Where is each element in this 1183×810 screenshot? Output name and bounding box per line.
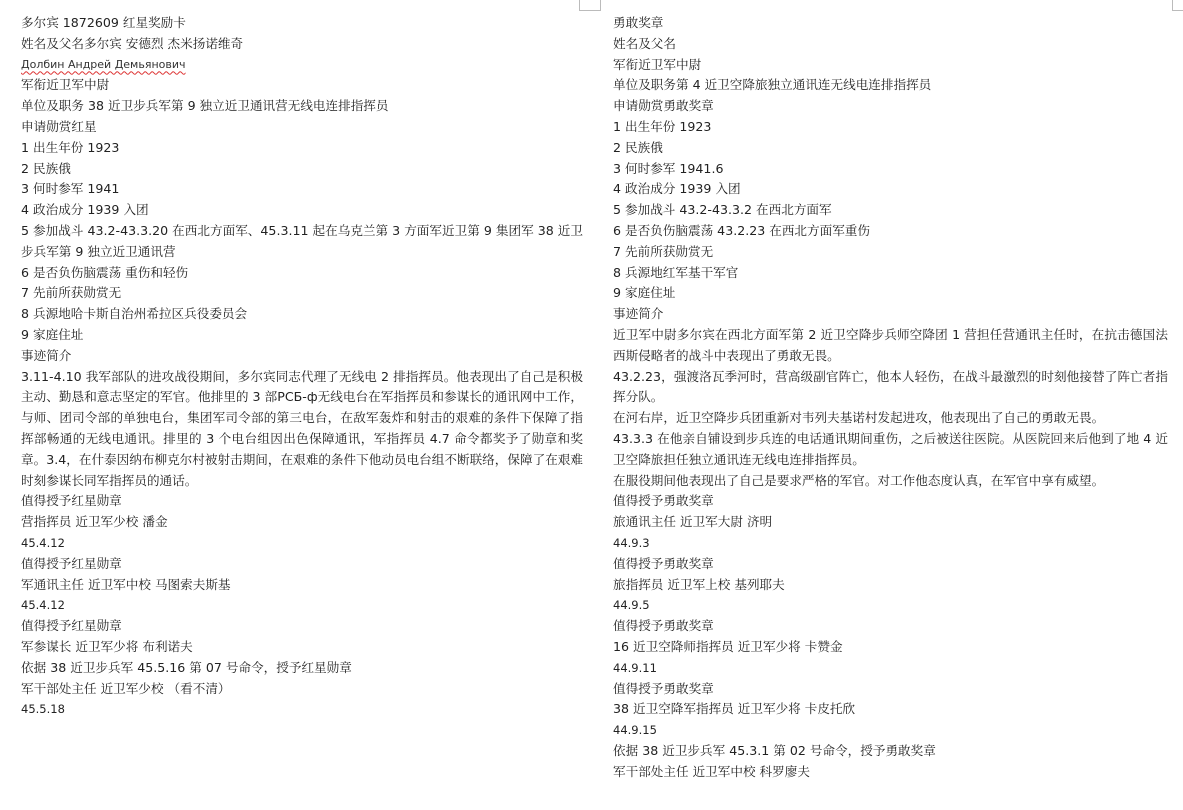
signer-line: 军干部处主任 近卫军中校 科罗廖夫	[613, 763, 810, 779]
award-requested-line: 申请勋赏红星	[21, 118, 97, 134]
summary-paragraph: 43.2.23，强渡洛瓦季河时，营高级副官阵亡，他本人轻伤，在战斗最激烈的时刻他接替了阵亡者指挥分队。	[613, 368, 1168, 405]
summary-heading: 事迹简介	[21, 347, 72, 363]
summary-paragraph: 在河右岸，近卫空降步兵团重新对韦列夫基诺村发起进攻，他表现出了自己的勇敢无畏。	[613, 410, 1105, 426]
page-corner-mark	[1172, 0, 1183, 11]
recommendation-line: 值得授予红星勋章	[21, 493, 122, 509]
medal-title: 勇敢奖章	[613, 15, 664, 30]
birth-year-line: 1 出生年份 1923	[21, 139, 120, 155]
enlistment-line: 3 何时参军 1941	[21, 181, 120, 197]
wounds-line: 6 是否负伤脑震荡 重伤和轻伤	[21, 264, 189, 280]
left-page-content	[21, 13, 583, 720]
summary-paragraph: 43.3.3 在他亲自铺设到步兵连的电话通讯期间重伤，之后被送往医院。从医院回来后他到了地 4 近卫空降旅担任独立通讯连无线电连排指挥员。	[613, 430, 1168, 467]
summary-heading: 事迹简介	[613, 306, 664, 322]
russian-name: Долбин Андрей Демьянович	[21, 57, 186, 71]
order-line: 依据 38 近卫步兵军 45.3.1 第 02 号命令，授予勇敢奖章	[613, 742, 936, 758]
signer-line: 16 近卫空降师指挥员 近卫军少将 卡赞金	[613, 638, 843, 654]
rank-line: 军衔近卫军中尉	[21, 77, 110, 93]
name-line: 姓名及父名多尔宾 安德烈 杰米扬诺维奇	[21, 35, 244, 51]
summary-paragraph: 3.11-4.10 我军部队的进攻战役期间，多尔宾同志代理了无线电 2 排指挥员。他表现出了自己是积极主动、勤恳和意志坚定的军官。他排里的 3 部PCБ-ф无线电台在军指挥员和参谋长的通讯网中工作，与师、团司令部的单独电台，集团军司令部的第三电台，在敌军轰炸和射击的艰难的条件下保障了指挥部畅通的无线电通讯。排里的 3 个电台组因出色保障通讯，军指挥员 4.7 命令都奖予了勋章和奖章。3.4，在什泰因纳布柳克尔村被射击期间，在艰难的条件下他动员电台组不断联络，保障了在艰难时刻参谋长同军指挥员的通话。	[21, 368, 583, 488]
signature-date: 44.9.5	[613, 598, 650, 613]
recommendation-line: 值得授予红星勋章	[21, 555, 122, 571]
signature-date: 44.9.11	[613, 660, 657, 675]
political-line: 4 政治成分 1939 入团	[613, 181, 741, 197]
summary-paragraph: 近卫军中尉多尔宾在西北方面军第 2 近卫空降步兵师空降团 1 营担任营通讯主任时，在抗击德国法西斯侵略者的战斗中表现出了勇敢无畏。	[613, 326, 1168, 363]
signature-date: 44.9.15	[613, 723, 657, 738]
signer-line: 旅通讯主任 近卫军大尉 济明	[613, 514, 773, 530]
page-corner-mark	[579, 0, 590, 11]
signature-date: 45.4.12	[21, 535, 65, 550]
signer-line: 38 近卫空降军指挥员 近卫军少将 卡皮托欣	[613, 701, 856, 717]
summary-paragraph: 在服役期间他表现出了自己是要求严格的军官。对工作他态度认真，在军官中享有威望。	[613, 472, 1105, 488]
award-requested-line: 申请勋赏勇敢奖章	[613, 98, 714, 114]
signer-line: 军通讯主任 近卫军中校 马图索夫斯基	[21, 576, 231, 592]
prior-awards-line: 7 先前所获勋赏无	[613, 243, 714, 259]
conscription-line: 8 兵源地红军基干军官	[613, 264, 739, 280]
left-document-page	[0, 0, 590, 810]
card-title: 多尔宾 1872609 红星奖励卡	[21, 15, 186, 30]
signer-line: 军干部处主任 近卫军少校 （看不清）	[21, 680, 231, 696]
right-document-page	[590, 0, 1183, 810]
unit-line: 单位及职务 38 近卫步兵军第 9 独立近卫通讯营无线电连排指挥员	[21, 98, 389, 114]
recommendation-line: 值得授予红星勋章	[21, 618, 122, 634]
signer-line: 军参谋长 近卫军少将 布利诺夫	[21, 638, 193, 654]
right-page-content	[613, 13, 1168, 782]
rank-line: 军衔近卫军中尉	[613, 56, 702, 72]
wounds-line: 6 是否负伤脑震荡 43.2.23 在西北方面军重伤	[613, 222, 870, 238]
address-line: 9 家庭住址	[613, 285, 676, 301]
battles-line: 5 参加战斗 43.2-43.3.20 在西北方面军、45.3.11 起在乌克兰第 3 方面军近卫第 9 集团军 38 近卫步兵军第 9 独立近卫通讯营	[21, 222, 583, 259]
recommendation-line: 值得授予勇敢奖章	[613, 493, 714, 509]
page-corner-mark	[590, 0, 601, 11]
recommendation-line: 值得授予勇敢奖章	[613, 555, 714, 571]
recommendation-line: 值得授予勇敢奖章	[613, 618, 714, 634]
political-line: 4 政治成分 1939 入团	[21, 202, 149, 218]
enlistment-line: 3 何时参军 1941.6	[613, 160, 724, 176]
recommendation-line: 值得授予勇敢奖章	[613, 680, 714, 696]
ethnicity-line: 2 民族俄	[21, 160, 71, 176]
unit-line: 单位及职务第 4 近卫空降旅独立通讯连无线电连排指挥员	[613, 77, 932, 93]
address-line: 9 家庭住址	[21, 326, 84, 342]
birth-year-line: 1 出生年份 1923	[613, 118, 712, 134]
signer-line: 营指挥员 近卫军少校 潘金	[21, 514, 168, 530]
signature-date: 45.4.12	[21, 598, 65, 613]
conscription-line: 8 兵源地哈卡斯自治州希拉区兵役委员会	[21, 306, 248, 322]
ethnicity-line: 2 民族俄	[613, 139, 663, 155]
signature-date: 45.5.18	[21, 702, 65, 717]
prior-awards-line: 7 先前所获勋赏无	[21, 285, 122, 301]
battles-line: 5 参加战斗 43.2-43.3.2 在西北方面军	[613, 202, 832, 218]
name-line: 姓名及父名	[613, 35, 676, 51]
order-line: 依据 38 近卫步兵军 45.5.16 第 07 号命令，授予红星勋章	[21, 659, 352, 675]
signer-line: 旅指挥员 近卫军上校 基列耶夫	[613, 576, 785, 592]
signature-date: 44.9.3	[613, 535, 650, 550]
